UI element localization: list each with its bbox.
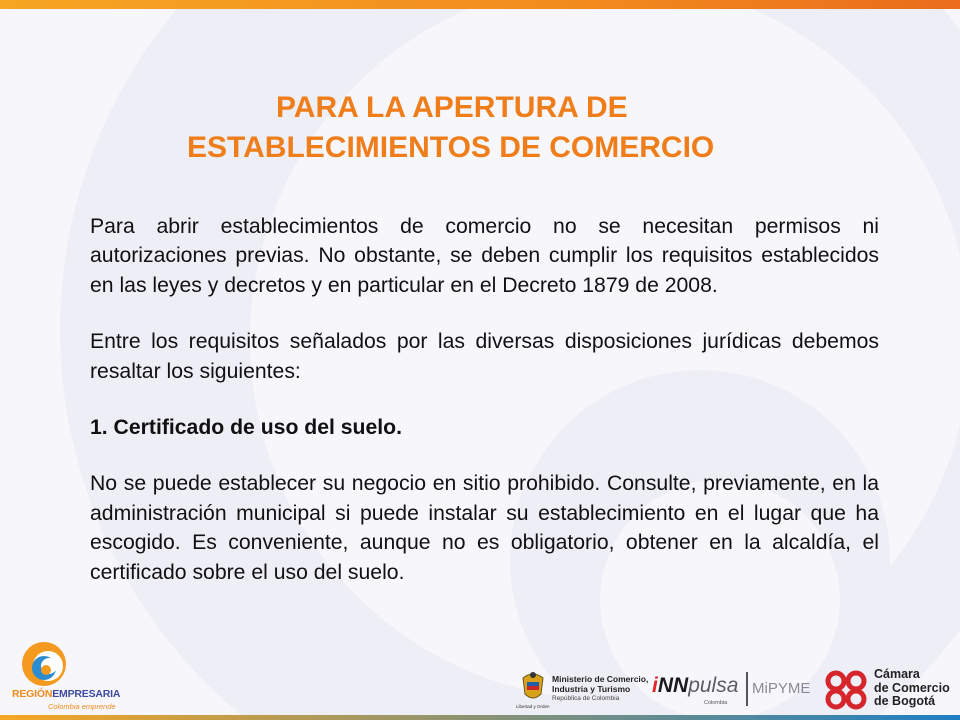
- mincit-line-3: República de Colombia: [552, 695, 620, 702]
- innpulsa-subtitle: Colombia: [704, 700, 728, 706]
- region-empresaria-name: REGIÓNEMPRESARIA: [12, 688, 121, 700]
- paragraph-intro: Para abrir establecimientos de comercio no se necesitan permisos ni autorizaciones previas. No obstante, se deben cumplir los requisitos establecidos en las leyes y decretos y en particular en el Decreto 1879 de 2008.: [90, 215, 879, 297]
- ccb-logo: [822, 668, 952, 714]
- region-empresaria-tagline: Colombia emprende: [48, 702, 116, 711]
- mipyme-logo: MiPYME: [752, 680, 811, 697]
- slide-body: [90, 212, 879, 587]
- paragraph-requirements: Entre los requisitos señalados por las diversas disposiciones jurídicas debemos resaltar los siguientes:: [90, 330, 879, 383]
- mincit-motto: Libertad y Orden: [516, 704, 550, 709]
- section-heading: 1. Certificado de uso del suelo.: [90, 416, 402, 440]
- ccb-name: Cámara de Comercio de Bogotá: [874, 667, 950, 708]
- innpulsa-wordmark: iNNpulsa: [652, 674, 739, 697]
- bottom-accent-bar: [0, 715, 960, 720]
- mincit-logo: [516, 668, 649, 714]
- mincit-line-1: Ministerio de Comercio,: [552, 674, 649, 684]
- region-empresaria-emblem-icon: [16, 636, 76, 688]
- mincit-line-2: Industria y Turismo: [552, 684, 631, 694]
- coat-of-arms-icon: [518, 670, 548, 704]
- paragraph-land-use: No se puede establecer su negocio en sitio prohibido. Consulte, previamente, en la administración municipal si puede instalar su establecimiento en el lugar que ha escogido. Es conveniente, aunque no es obligatorio, obtener en la alcaldía, el certificado sobre el uso del suelo.: [90, 472, 879, 584]
- ccb-emblem-icon: [822, 670, 870, 710]
- logo-divider: [746, 672, 748, 706]
- slide-title: [150, 88, 850, 168]
- top-accent-bar: [0, 0, 960, 9]
- title-line-2: ESTABLECIMIENTOS DE COMERCIO: [187, 131, 715, 164]
- title-line-1: PARA LA APERTURA DE: [276, 91, 628, 124]
- region-empresaria-logo: [12, 636, 122, 714]
- innpulsa-logo: [652, 672, 757, 712]
